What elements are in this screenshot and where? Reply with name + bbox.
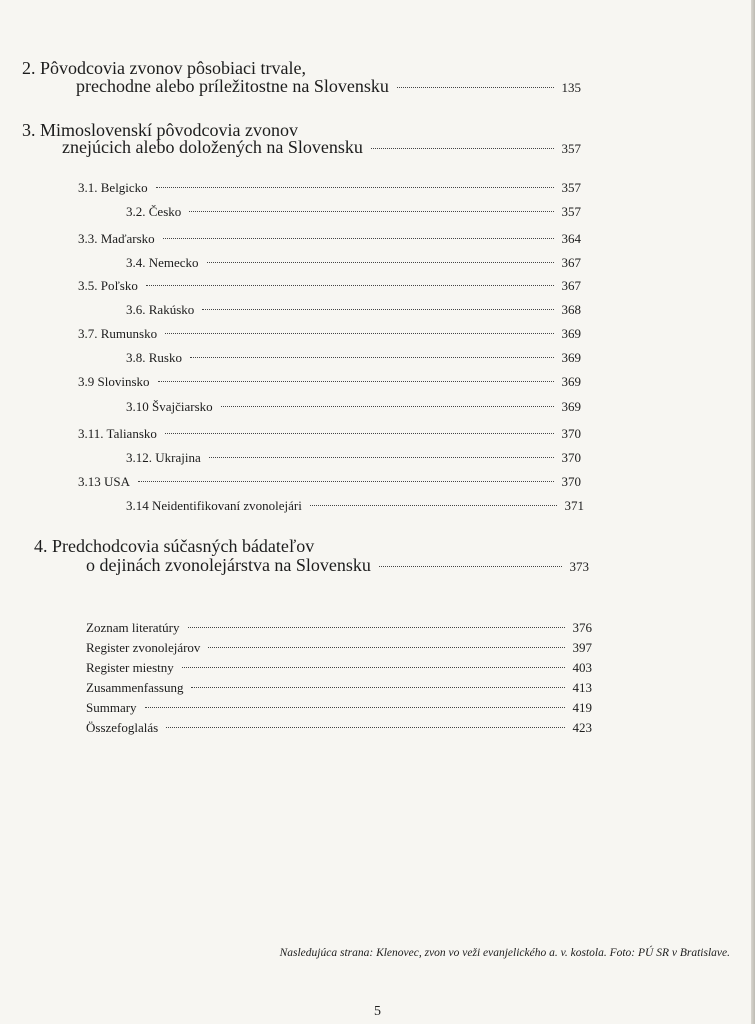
chapter-title-line1: Pôvodcovia zvonov pôsobiaci trvale,: [40, 58, 306, 78]
chapter-title-line2: prechodne alebo príležitostne na Slovensku: [76, 76, 389, 96]
leader-dots: [165, 433, 554, 434]
toc-entry[interactable]: [86, 680, 592, 696]
entry-label: Zoznam literatúry: [86, 620, 180, 635]
toc-entry[interactable]: [78, 474, 581, 490]
leader-dots: [209, 457, 554, 458]
entry-label: 3.7. Rumunsko: [78, 326, 158, 341]
leader-dots: [208, 647, 564, 648]
page-ref: 357: [561, 180, 581, 195]
page-ref: 419: [572, 700, 592, 715]
chapter-heading: [34, 536, 314, 557]
page-ref: 367: [561, 255, 581, 270]
page-ref: 367: [561, 278, 581, 293]
leader-dots: [221, 406, 554, 407]
toc-entry[interactable]: [78, 426, 581, 442]
page-edge: [751, 0, 755, 1024]
page-number: 5: [374, 1004, 381, 1019]
toc-entry[interactable]: [126, 450, 581, 466]
toc-entry[interactable]: [126, 498, 584, 514]
leader-dots: [202, 309, 553, 310]
page-ref: 357: [561, 141, 581, 156]
page-ref: 371: [564, 498, 584, 513]
entry-label: Összefoglalás: [86, 720, 159, 735]
entry-label: 3.11. Taliansko: [78, 426, 157, 441]
leader-dots: [156, 187, 554, 188]
toc-entry[interactable]: [78, 180, 581, 196]
entry-label: Register zvonolejárov: [86, 640, 201, 655]
chapter-number: 4.: [34, 536, 48, 556]
toc-entry[interactable]: [76, 76, 581, 97]
toc-entry[interactable]: [78, 374, 581, 390]
leader-dots: [207, 262, 554, 263]
page-ref: 369: [561, 326, 581, 341]
chapter-title-line1: Predchodcovia súčasných bádateľov: [52, 536, 315, 556]
toc-entry[interactable]: [126, 350, 581, 366]
entry-label: 3.14 Neidentifikovaní zvonolejári: [126, 498, 302, 513]
leader-dots: [189, 211, 553, 212]
chapter-number: 3.: [22, 120, 36, 140]
page-ref: 397: [572, 640, 592, 655]
leader-dots: [190, 357, 554, 358]
toc-entry[interactable]: [86, 620, 592, 636]
chapter-title-line1: Mimoslovenskí pôvodcovia zvonov: [40, 120, 298, 140]
leader-dots: [138, 481, 553, 482]
toc-entry[interactable]: [126, 399, 581, 415]
page-ref: 369: [561, 399, 581, 414]
page-ref: 357: [561, 204, 581, 219]
leader-dots: [165, 333, 553, 334]
entry-label: 3.6. Rakúsko: [126, 302, 195, 317]
leader-dots: [182, 667, 565, 668]
entry-label: 3.4. Nemecko: [126, 255, 199, 270]
page-ref: 369: [561, 374, 581, 389]
leader-dots: [397, 87, 554, 88]
leader-dots: [191, 687, 564, 688]
page-ref: 373: [569, 559, 589, 574]
page-ref: 369: [561, 350, 581, 365]
leader-dots: [163, 238, 554, 239]
toc-entry[interactable]: [86, 640, 592, 656]
photo-caption: Nasledujúca strana: Klenovec, zvon vo veži evanjelického a. v. kostola. Foto: PÚ SR v Bratislave.: [279, 947, 730, 959]
leader-dots: [145, 707, 565, 708]
leader-dots: [146, 285, 554, 286]
toc-entry[interactable]: [86, 660, 592, 676]
page-ref: 423: [572, 720, 592, 735]
leader-dots: [379, 566, 562, 567]
entry-label: Zusammenfassung: [86, 680, 184, 695]
entry-label: 3.3. Maďarsko: [78, 231, 155, 246]
entry-label: 3.10 Švajčiarsko: [126, 399, 213, 414]
entry-label: 3.2. Česko: [126, 204, 182, 219]
entry-label: 3.9 Slovinsko: [78, 374, 150, 389]
toc-entry[interactable]: [86, 720, 592, 736]
page-ref: 376: [572, 620, 592, 635]
leader-dots: [371, 148, 554, 149]
toc-entry[interactable]: [126, 302, 581, 318]
toc-entry[interactable]: [78, 231, 581, 247]
entry-label: Summary: [86, 700, 137, 715]
entry-label: 3.1. Belgicko: [78, 180, 148, 195]
chapter-number: 2.: [22, 58, 36, 78]
leader-dots: [166, 727, 564, 728]
page-ref: 135: [561, 80, 581, 95]
page-ref: 368: [561, 302, 581, 317]
page-ref: 413: [572, 680, 592, 695]
toc-entry[interactable]: [86, 700, 592, 716]
leader-dots: [158, 381, 554, 382]
toc-entry[interactable]: [62, 137, 581, 158]
page-ref: 364: [561, 231, 581, 246]
toc-entry[interactable]: [78, 278, 581, 294]
toc-entry[interactable]: [126, 204, 581, 220]
page-ref: 403: [572, 660, 592, 675]
leader-dots: [188, 627, 565, 628]
entry-label: 3.8. Rusko: [126, 350, 182, 365]
leader-dots: [310, 505, 557, 506]
page-ref: 370: [561, 474, 581, 489]
chapter-title-line2: o dejinách zvonolejárstva na Slovensku: [86, 555, 371, 575]
page-ref: 370: [561, 426, 581, 441]
toc-entry[interactable]: [86, 555, 589, 576]
toc-entry[interactable]: [126, 255, 581, 271]
toc-entry[interactable]: [78, 326, 581, 342]
entry-label: 3.13 USA: [78, 474, 131, 489]
entry-label: Register miestny: [86, 660, 174, 675]
entry-label: 3.12. Ukrajina: [126, 450, 201, 465]
entry-label: 3.5. Poľsko: [78, 278, 138, 293]
chapter-title-line2: znejúcich alebo doložených na Slovensku: [62, 137, 363, 157]
page-ref: 370: [561, 450, 581, 465]
